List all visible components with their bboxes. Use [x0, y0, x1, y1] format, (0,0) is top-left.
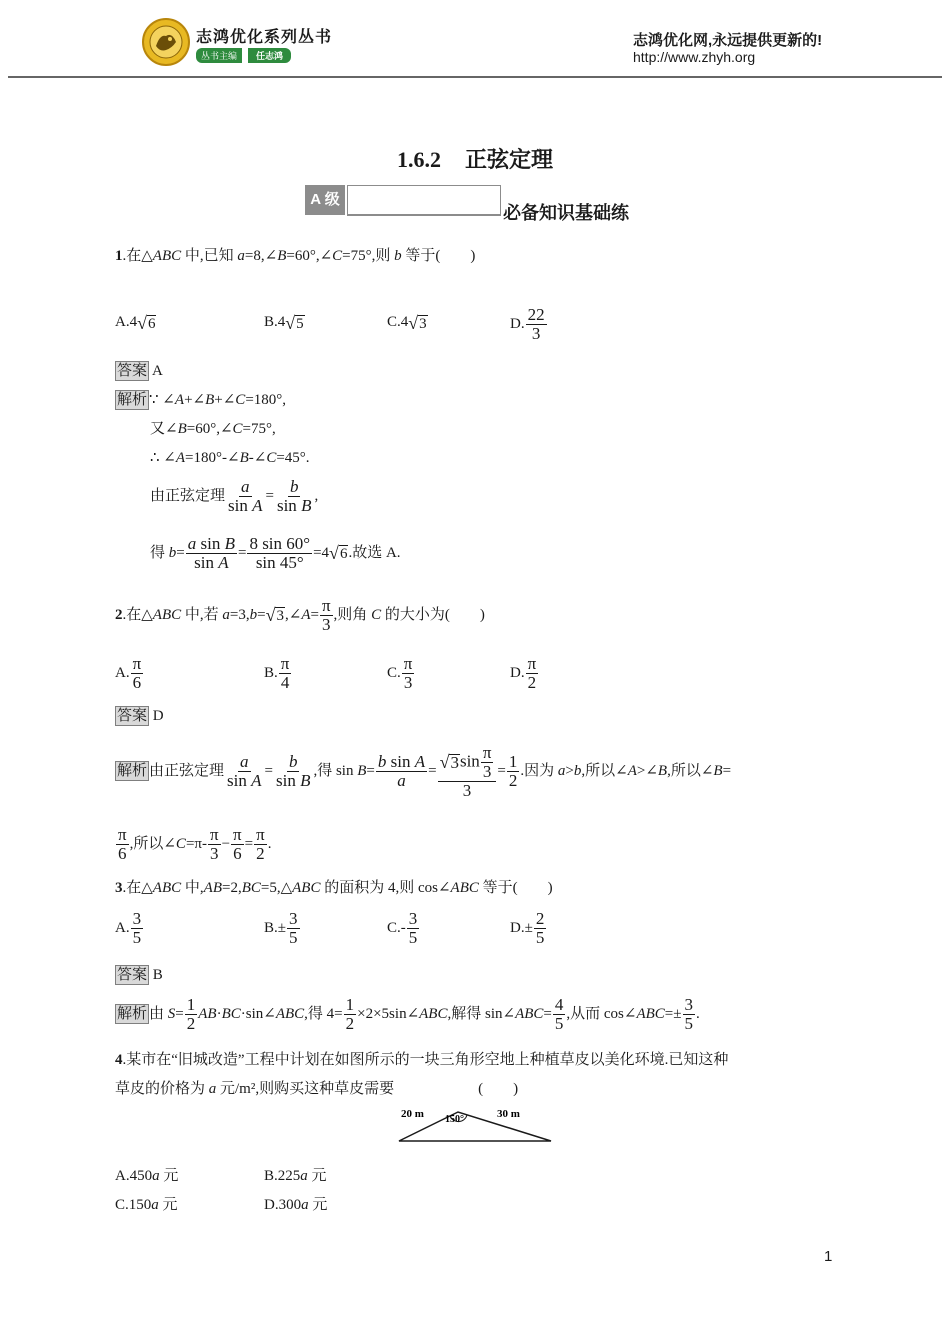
question-3-option-d[interactable]: D.± $\frac{2}{5}$ [510, 909, 545, 947]
question-2-analysis-line2: $\frac{\pi}{6}$ ,所以∠C=π- $\frac{\pi}{3}$ − $\frac{\pi}{6}$ = $\frac{\pi}{2}$ . [118, 825, 272, 863]
analysis-tag: 解析 [117, 763, 148, 780]
question-2-stem: 2.在△ABC 中,若 a=3,b= √ 3 ,∠A= $\frac{\pi}{3}$ ,则角 C 的大小为( ) [115, 596, 485, 634]
question-4-stem-line1: 4.某市在“旧城改造”工程中计划在如图所示的一块三角形空地上种植草皮以美化环境.已知这种 [115, 1052, 729, 1068]
header-slogan: 志鸿优化网,永远提供更新的! [633, 32, 823, 49]
question-1-stem: 1.在△ABC 中,已知 a=8,∠B=60°,∠C=75°,则 b 等于( ) [115, 248, 476, 264]
question-2-option-d[interactable]: D. $\frac{\pi}{2}$ [510, 654, 537, 692]
question-4-option-d[interactable]: D.300a 元 [264, 1197, 328, 1213]
level-badge-frame [347, 185, 501, 216]
triangle-figure [395, 1100, 555, 1146]
editor-label: 丛书主编 [196, 48, 242, 63]
question-1-analysis-line3: ∴ ∠A=180°-∠B-∠C=45°. [150, 450, 310, 466]
question-3-option-c[interactable]: C.- $\frac{3}{5}$ [387, 909, 418, 947]
question-1-option-b[interactable]: B.4 √ 5 [264, 312, 304, 333]
question-2-analysis-line1: 解析 由正弦定理 $\frac{a}{\text{sin A}}$ = $\frac{b}{\text{sin B}}$ ,得 sin B= $\frac{\text{b sin A}}{a}$ = √ 3 sin $\frac{\pi}{3}$ 3 = $\frac{1}{2}$ .因为 a>b,所以∠A>∠B,所以∠B= [117, 743, 732, 800]
question-1-analysis-line5: 得 b= $\frac{\text{a sin B}}{\text{sin A}}$ = $\frac{8 \sin 60^\circ}{\sin 45^\circ}$ =4 √ 6 .故选 A. [150, 534, 401, 572]
analysis-tag: 解析 [117, 392, 148, 408]
question-1-analysis-line4: 由正弦定理 $\frac{a}{\text{sin A}}$ = $\frac{b}{\text{sin B}}$ , [150, 477, 319, 515]
question-2-option-b[interactable]: B. $\frac{\pi}{4}$ [264, 654, 290, 692]
series-title: 志鸿优化系列丛书 [196, 29, 333, 46]
answer-tag: 答案 [117, 708, 148, 724]
answer-tag: 答案 [117, 363, 148, 379]
question-1-answer: 答案 A [117, 363, 163, 379]
question-1-option-c[interactable]: C.4 √ 3 [387, 312, 427, 333]
question-4-stem-line2: 草皮的价格为 a 元/m²,则购买这种草皮需要 ( ) [115, 1081, 519, 1097]
question-4-option-c[interactable]: C.150a 元 [115, 1197, 178, 1213]
side-right-label: 30 m [497, 1108, 520, 1120]
question-4-option-a[interactable]: A.450a 元 [115, 1168, 179, 1184]
question-3-stem: 3.在△ABC 中,AB=2,BC=5,△ABC 的面积为 4,则 cos∠ABC 等于( ) [115, 880, 553, 896]
side-left-label: 20 m [401, 1108, 424, 1120]
header-url[interactable]: http://www.zhyh.org [633, 49, 756, 65]
header [0, 0, 950, 82]
question-1-option-a[interactable]: A.4 √ 6 [115, 312, 156, 333]
analysis-tag: 解析 [117, 1005, 148, 1022]
question-1-analysis-line1: 解析 ∵ ∠A+∠B+∠C=180°, [117, 392, 287, 408]
question-2-answer: 答案 D [117, 708, 164, 724]
question-3-analysis: 解析 由 S= $\frac{1}{2}$ AB·BC·sin∠ABC,得 4= $\frac{1}{2}$ ×2×5sin∠ABC,解得 sin∠ABC= $\frac{4}{5}$ ,从而 cos∠ABC=± $\frac{3}{5}$ . [117, 995, 700, 1033]
level-badge: A 级 [305, 185, 345, 215]
section-number: 1.6.2 [396, 147, 441, 172]
question-2-option-a[interactable]: A. $\frac{\pi}{6}$ [115, 654, 142, 692]
section-heading [0, 143, 950, 174]
editor-name: 任志鸿 [248, 48, 291, 63]
question-3-option-a[interactable]: A. $\frac{3}{5}$ [115, 909, 142, 947]
answer-tag: 答案 [117, 967, 148, 983]
angle-label: 150° [445, 1114, 464, 1125]
logo-emblem [142, 18, 190, 66]
level-title: 必备知识基础练 [503, 203, 629, 223]
question-3-option-b[interactable]: B.± $\frac{3}{5}$ [264, 909, 298, 947]
question-1-analysis-line2: 又∠B=60°,∠C=75°, [150, 421, 276, 437]
question-2-option-c[interactable]: C. $\frac{\pi}{3}$ [387, 654, 413, 692]
question-1-option-d[interactable]: D. $\frac{22}{3}$ [510, 305, 545, 343]
question-3-answer: 答案 B [117, 967, 163, 983]
page-number: 1 [824, 1248, 833, 1265]
header-divider [8, 76, 942, 78]
section-title: 正弦定理 [464, 147, 553, 172]
question-4-option-b[interactable]: B.225a 元 [264, 1168, 327, 1184]
level-badge-box [305, 185, 501, 215]
